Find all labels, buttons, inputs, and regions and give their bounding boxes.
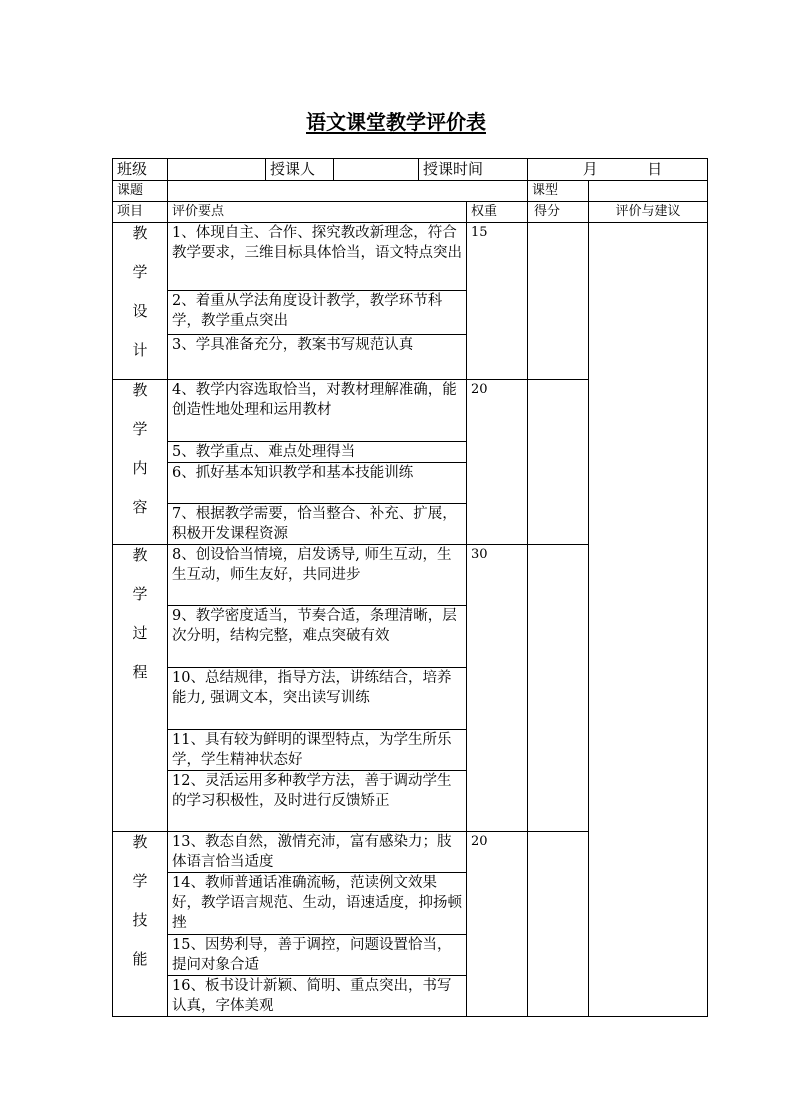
list-item: 6、抓好基本知识教学和基本技能训练 [168, 463, 467, 504]
month-label: 月 [582, 160, 598, 178]
topic-field[interactable] [168, 181, 528, 202]
col-advice: 评价与建议 [589, 202, 708, 223]
class-field[interactable] [168, 159, 266, 181]
list-item: 16、板书设计新颖、简明、重点突出，书写认真，字体美观 [168, 976, 467, 1017]
type-label: 课型 [528, 181, 589, 202]
score-field[interactable] [528, 380, 589, 545]
section-name-skill: 教 学 技 能 [113, 832, 168, 1017]
teacher-field[interactable] [334, 159, 419, 181]
list-item: 15、因势利导，善于调控，问题设置恰当，提问对象合适 [168, 935, 467, 976]
section-name-process: 教 学 过 程 [113, 545, 168, 832]
class-label: 班级 [113, 159, 168, 181]
list-item: 3、学具准备充分，教案书写规范认真 [168, 334, 467, 379]
list-item: 4、教学内容选取恰当，对教材理解准确，能创造性地处理和运用教材 [168, 380, 467, 442]
page-title: 语文课堂教学评价表 [306, 110, 486, 134]
list-item: 10、总结规律，指导方法，讲练结合，培养能力, 强调文本，突出读写训练 [168, 668, 467, 730]
score-field[interactable] [528, 832, 589, 1017]
score-field[interactable] [528, 545, 589, 832]
list-item: 12、灵活运用多种教学方法，善于调动学生的学习积极性，及时进行反馈矫正 [168, 771, 467, 832]
section-name-design: 教 学 设 计 [113, 223, 168, 380]
weight-value: 20 [467, 832, 528, 1017]
evaluation-table [112, 158, 708, 1017]
col-points: 评价要点 [168, 202, 467, 223]
col-project: 项目 [113, 202, 168, 223]
column-header-row [113, 202, 708, 223]
list-item: 5、教学重点、难点处理得当 [168, 442, 467, 463]
weight-value: 30 [467, 545, 528, 832]
type-field[interactable] [589, 181, 708, 202]
section-name-content: 教 学 内 容 [113, 380, 168, 545]
list-item: 2、着重从学法角度设计教学，教学环节科学，教学重点突出 [168, 290, 467, 334]
list-item: 11、具有较为鲜明的课型特点，为学生所乐学，学生精神状态好 [168, 730, 467, 771]
day-label: 日 [647, 160, 663, 178]
advice-field[interactable] [589, 223, 708, 1017]
header-row-1 [113, 159, 708, 181]
col-score: 得分 [528, 202, 589, 223]
time-label: 授课时间 [419, 159, 528, 181]
section-row [113, 223, 708, 291]
topic-label: 课题 [113, 181, 168, 202]
list-item: 14、教师普通话准确流畅，范读例文效果好，教学语言规范、生动，语速适度，抑扬顿挫 [168, 873, 467, 935]
list-item: 8、创设恰当情境，启发诱导, 师生互动，生生互动，师生友好，共同进步 [168, 545, 467, 606]
header-row-2 [113, 181, 708, 202]
list-item: 1、体现自主、合作、探究教改新理念，符合教学要求，三维目标具体恰当，语文特点突出 [168, 223, 467, 291]
list-item: 9、教学密度适当，节奏合适，条理清晰，层次分明，结构完整，难点突破有效 [168, 606, 467, 668]
col-weight: 权重 [467, 202, 528, 223]
list-item: 7、根据教学需要，恰当整合、补充、扩展，积极开发课程资源 [168, 504, 467, 545]
list-item: 13、教态自然，激情充沛，富有感染力；肢体语言恰当适度 [168, 832, 467, 873]
score-field[interactable] [528, 223, 589, 380]
weight-value: 20 [467, 380, 528, 545]
teacher-label: 授课人 [266, 159, 334, 181]
date-field[interactable] [528, 159, 708, 181]
weight-value: 15 [467, 223, 528, 380]
